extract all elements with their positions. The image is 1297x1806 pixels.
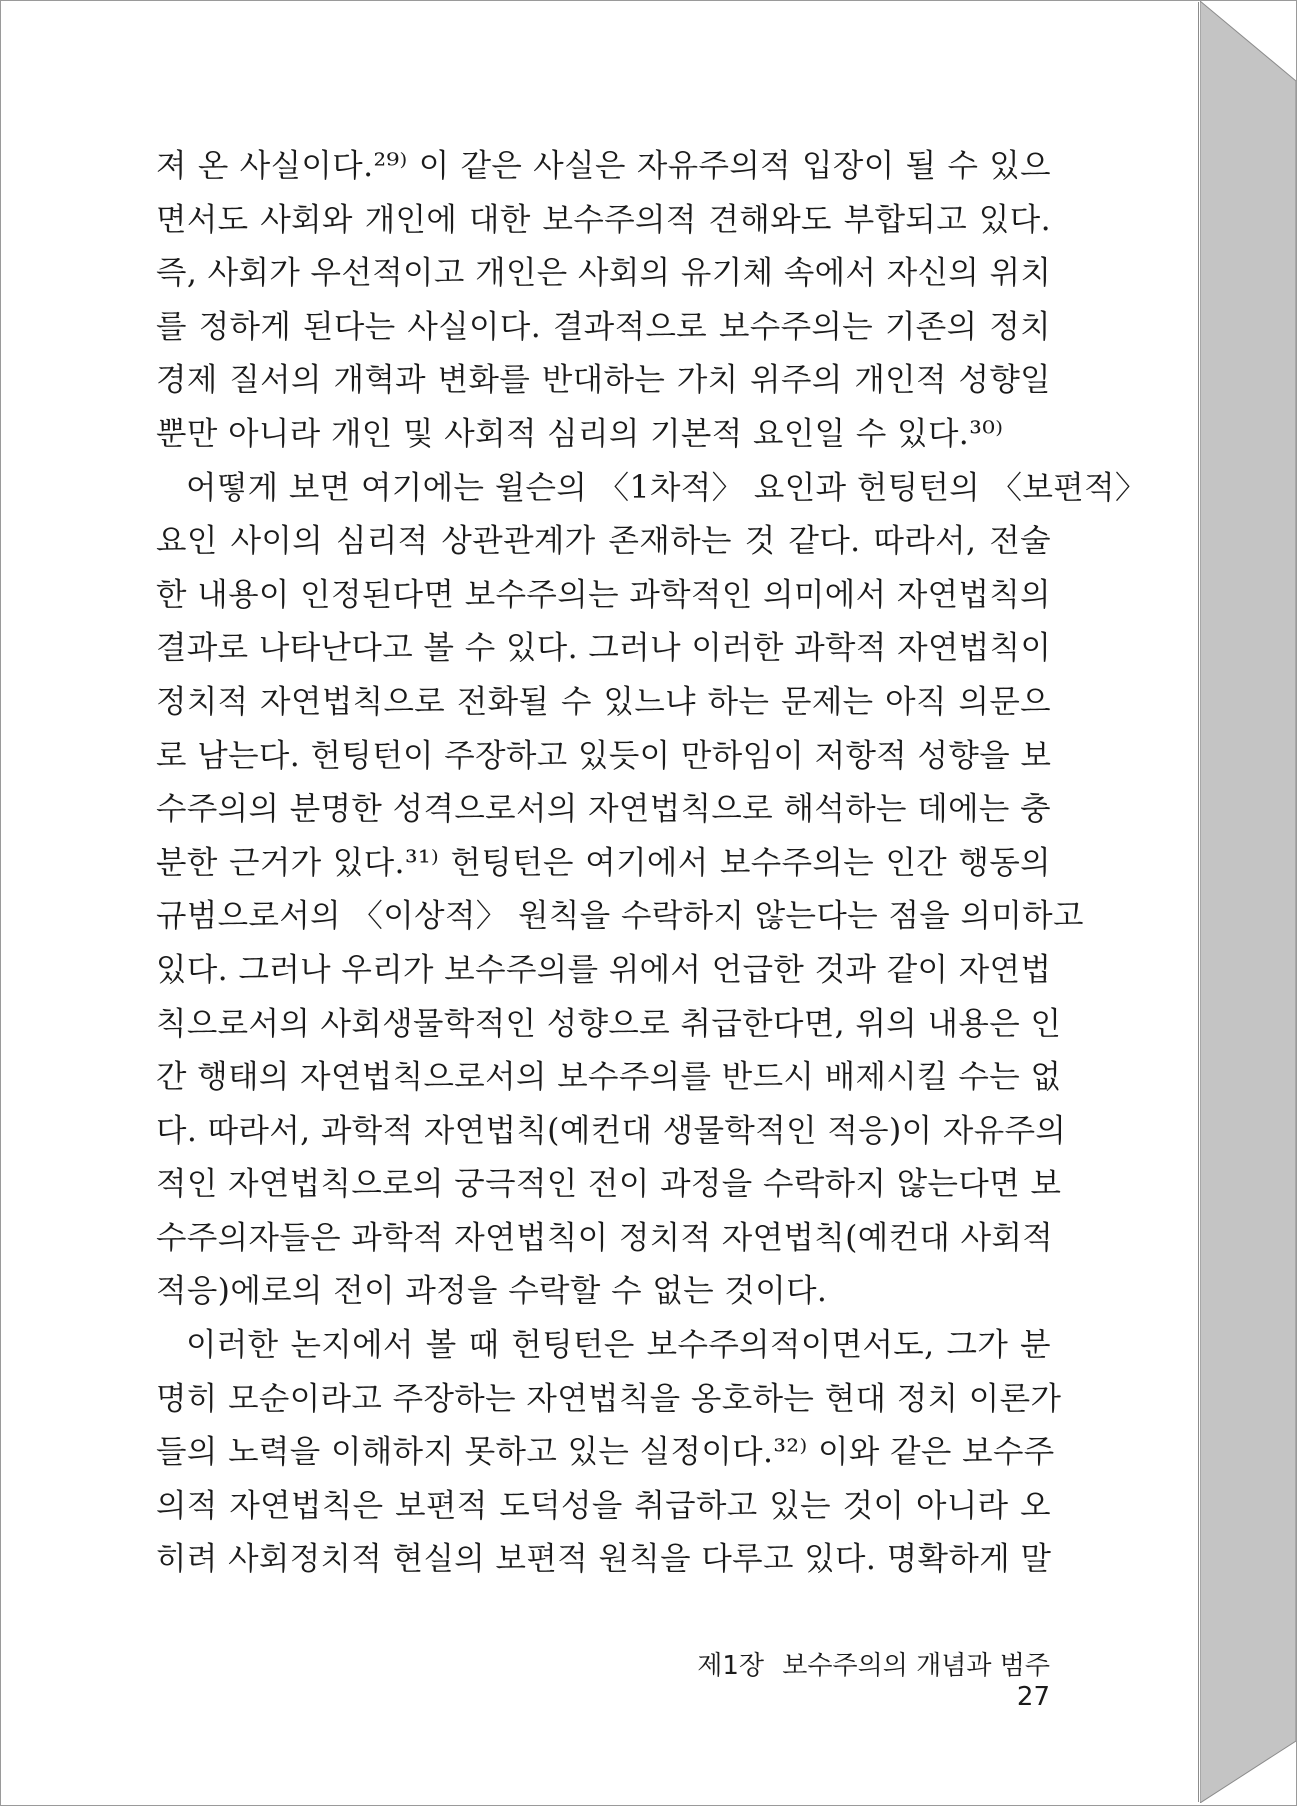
body-text <box>156 140 1147 1587</box>
text-line: 다. 따라서, 과학적 자연법칙(예컨대 생물학적인 적응)이 자유주의 <box>156 1112 1067 1149</box>
text-line: 한 내용이 인정된다면 보수주의는 과학적인 의미에서 자연법칙의 <box>156 576 1051 613</box>
text-line: 면서도 사회와 개인에 대한 보수주의적 견해와도 부합되고 있다. <box>156 201 1051 238</box>
text-line: 정치적 자연법칙으로 전화될 수 있느냐 하는 문제는 아직 의문으 <box>156 683 1051 720</box>
text-line: 명히 모순이라고 주장하는 자연법칙을 옹호하는 현대 정치 이론가 <box>156 1380 1062 1417</box>
footer-chapter: 제1장 <box>697 1651 765 1681</box>
text-line: 히려 사회정치적 현실의 보편적 원칙을 다루고 있다. 명확하게 말 <box>156 1541 1052 1578</box>
text-line: 어떻게 보면 여기에는 윌슨의 〈1차적〉 요인과 헌팅턴의 〈보편적〉 <box>186 469 1147 506</box>
text-line: 를 정하게 된다는 사실이다. 결과적으로 보수주의는 기존의 정치 <box>156 308 1051 345</box>
text-line: 로 남는다. 헌팅턴이 주장하고 있듯이 만하임이 저항적 성향을 보 <box>156 737 1052 774</box>
text-line: 분한 근거가 있다.³¹⁾ 헌팅턴은 여기에서 보수주의는 인간 행동의 <box>156 844 1051 881</box>
text-line: 수주의자들은 과학적 자연법칙이 정치적 자연법칙(예컨대 사회적 <box>156 1219 1054 1256</box>
text-line: 수주의의 분명한 성격으로서의 자연법칙으로 해석하는 데에는 충 <box>156 791 1051 828</box>
text-line: 적응)에로의 전이 과정을 수락할 수 없는 것이다. <box>156 1273 828 1310</box>
text-line: 결과로 나타난다고 볼 수 있다. 그러나 이러한 과학적 자연법칙이 <box>156 630 1052 667</box>
page-number: 27 <box>1016 1682 1050 1712</box>
text-line: 칙으로서의 사회생물학적인 성향으로 취급한다면, 위의 내용은 인 <box>156 1005 1062 1042</box>
footer-title: 보수주의의 개념과 범주 <box>782 1651 1050 1681</box>
text-line: 경제 질서의 개혁과 변화를 반대하는 가치 위주의 개인적 성향일 <box>156 362 1051 399</box>
text-line: 규범으로서의 〈이상적〉 원칙을 수락하지 않는다는 점을 의미하고 <box>156 898 1084 935</box>
text-line: 적인 자연법칙으로의 궁극적인 전이 과정을 수락하지 않는다면 보 <box>156 1166 1062 1203</box>
running-footer <box>640 1645 1050 1712</box>
text-line: 들의 노력을 이해하지 못하고 있는 실정이다.³²⁾ 이와 같은 보수주 <box>156 1434 1055 1471</box>
text-line: 의적 자연법칙은 보편적 도덕성을 취급하고 있는 것이 아니라 오 <box>156 1487 1051 1524</box>
text-line: 간 행태의 자연법칙으로서의 보수주의를 반드시 배제시킬 수는 없 <box>156 1059 1062 1096</box>
book-edge <box>1200 1 1296 1803</box>
text-line: 져 온 사실이다.²⁹⁾ 이 같은 사실은 자유주의적 입장이 될 수 있으 <box>156 148 1051 184</box>
text-line: 즉, 사회가 우선적이고 개인은 사회의 유기체 속에서 자신의 위치 <box>156 255 1052 292</box>
text-line: 요인 사이의 심리적 상관관계가 존재하는 것 같다. 따라서, 전술 <box>156 523 1051 560</box>
text-line: 이러한 논지에서 볼 때 헌팅턴은 보수주의적이면서도, 그가 분 <box>186 1327 1051 1364</box>
text-line: 있다. 그러나 우리가 보수주의를 위에서 언급한 것과 같이 자연법 <box>156 951 1052 988</box>
text-line: 뿐만 아니라 개인 및 사회적 심리의 기본적 요인일 수 있다.³⁰⁾ <box>156 415 1004 452</box>
